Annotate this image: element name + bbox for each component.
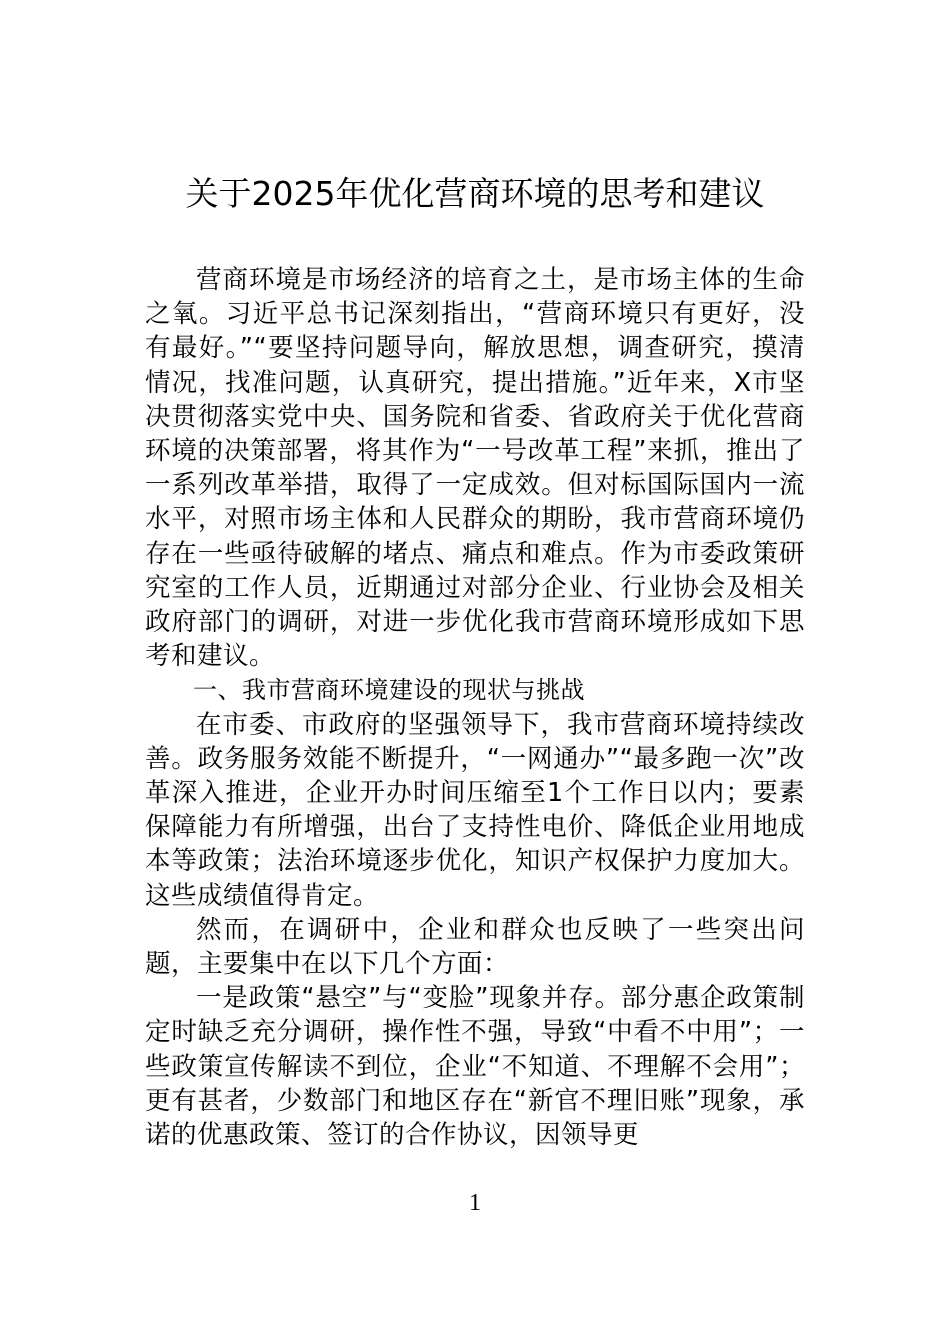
- intro-paragraph: 营商环境是市场经济的培育之土，是市场主体的生命之氧。习近平总书记深刻指出，“营商环境只有更好，没有最好。”“要坚持问题导向，解放思想，调查研究，摸清情况，找准问题，认真研究，提出措施。”近年来，X市坚决贯彻落实党中央、国务院和省委、省政府关于优化营商环境的决策部署，将其作为“一号改革工程”来抓，推出了一系列改革举措，取得了一定成效。但对标国际国内一流水平，对照市场主体和人民群众的期盼，我市营商环境仍存在一些亟待破解的堵点、痛点和难点。作为市委政策研究室的工作人员，近期通过对部分企业、行业协会及相关政府部门的调研，对进一步优化我市营商环境形成如下思考和建议。: [145, 265, 805, 672]
- page-number: 1: [469, 1190, 481, 1216]
- problems-intro-paragraph: 然而，在调研中，企业和群众也反映了一些突出问题，主要集中在以下几个方面：: [145, 914, 805, 980]
- section-heading: 一、我市营商环境建设的现状与挑战: [193, 676, 585, 705]
- problem-one-paragraph: 一是政策“悬空”与“变脸”现象并存。部分惠企政策制定时缺乏充分调研，操作性不强，导致“中看不中用”；一些政策宣传解读不到位，企业“不知道、不理解不会用”；更有甚者，少数部门和地区存在“新官不理旧账”现象，承诺的优惠政策、签订的合作协议，因领导更: [145, 983, 805, 1151]
- status-paragraph: 在市委、市政府的坚强领导下，我市营商环境持续改善。政务服务效能不断提升，“一网通办”“最多跑一次”改革深入推进，企业开办时间压缩至1个工作日以内；要素保障能力有所增强，出台了支持性电价、降低企业用地成本等政策；法治环境逐步优化，知识产权保护力度加大。这些成绩值得肯定。: [145, 709, 805, 911]
- document-body: [145, 263, 805, 1152]
- document-title: 关于2025年优化营商环境的思考和建议: [185, 174, 765, 213]
